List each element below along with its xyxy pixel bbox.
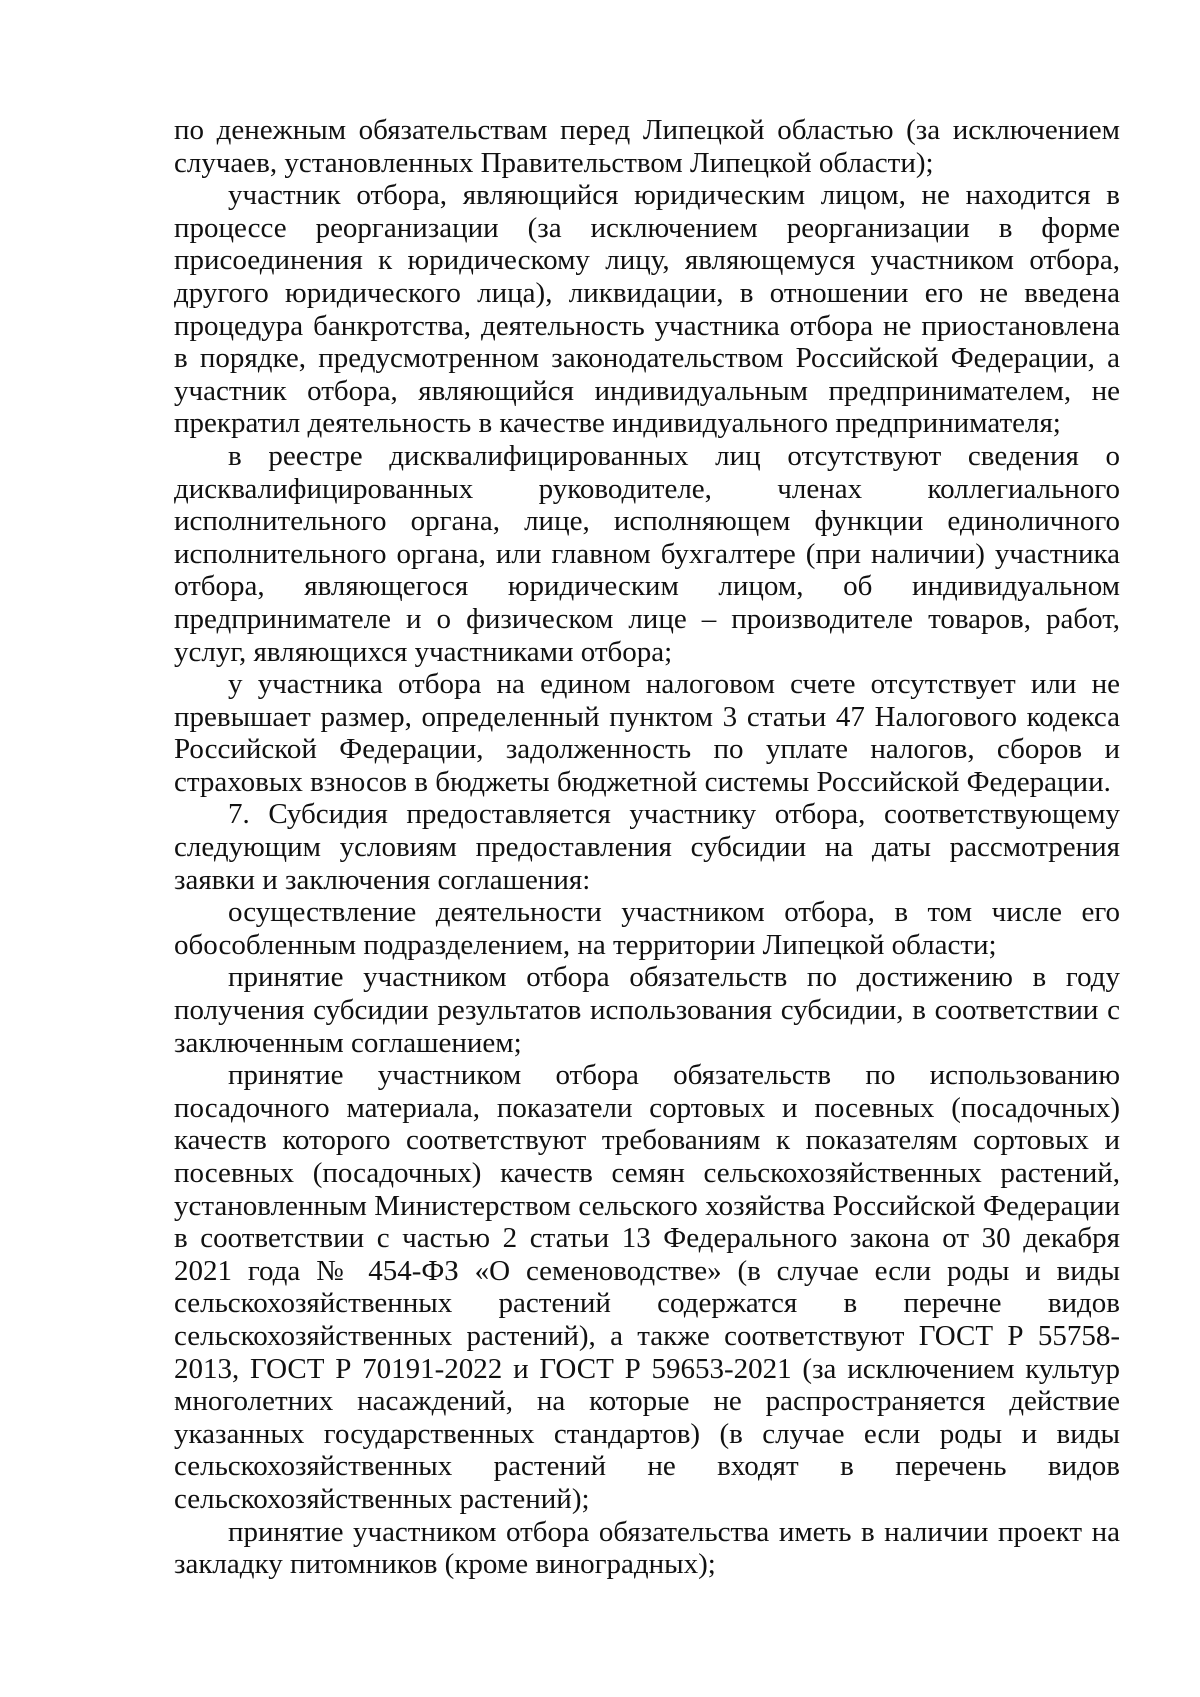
paragraph-disqualified-registry: в реестре дисквалифицированных лиц отсутствуют сведения о дисквалифицированных руководителе, членах коллегиального исполнительного органа, лице, исполняющем функции единоличного исполнительного органа, или главном бухгалтере (при наличии) участника отбора, являющегося юридическим лицом, об индивидуальном предпринимателе и о физическом лице – производителе товаров, работ, услуг, являющихся участниками отбора; — [174, 439, 1120, 668]
paragraph-nursery-project: принятие участником отбора обязательства иметь в наличии проект на закладку питомников (кроме виноградных); — [174, 1515, 1120, 1581]
paragraph-results-obligation: принятие участником отбора обязательств по достижению в году получения субсидии результатов использования субсидии, в соответствии с заключенным соглашением; — [174, 961, 1120, 1059]
paragraph-tax-debt: у участника отбора на едином налоговом счете отсутствует или не превышает размер, определенный пунктом 3 статьи 47 Налогового кодекса Российской Федерации, задолженность по уплате налогов, сборов и страховых взносов в бюджеты бюджетной системы Российской Федерации. — [174, 668, 1120, 798]
paragraph-reorganization: участник отбора, являющийся юридическим лицом, не находится в процессе реорганизации (за исключением реорганизации в форме присоединения к юридическому лицу, являющемуся участником отбора, другого юридического лица), ликвидации, в отношении его не введена процедура банкротства, деятельность участника отбора не приостановлена в порядке, предусмотренном законодательством Российской Федерации, а участник отбора, являющийся индивидуальным предпринимателем, не прекратил деятельность в качестве индивидуального предпринимателя; — [174, 179, 1120, 440]
paragraph-territory: осуществление деятельности участником отбора, в том числе его обособленным подразделением, на территории Липецкой области; — [174, 896, 1120, 961]
paragraph-planting-material: принятие участником отбора обязательств по использованию посадочного материала, показатели сортовых и посевных (посадочных) качеств которого соответствуют требованиям к показателям сортовых и посевных (посадочных) качеств семян сельскохозяйственных растений, установленным Министерством сельского хозяйства Российской Федерации в соответствии с частью 2 статьи 13 Федерального закона от 30 декабря 2021 года № 454-ФЗ «О семеноводстве» (в случае если роды и виды сельскохозяйственных растений содержатся в перечне видов сельскохозяйственных растений), а также соответствуют ГОСТ Р 55758-2013, ГОСТ Р 70191-2022 и ГОСТ Р 59653-2021 (за исключением культур многолетних насаждений, на которые не распространяется действие указанных государственных стандартов) (в случае если роды и виды сельскохозяйственных растений не входят в перечень видов сельскохозяйственных растений); — [174, 1059, 1120, 1515]
paragraph-continuation: по денежным обязательствам перед Липецкой областью (за исключением случаев, установленных Правительством Липецкой области); — [174, 114, 1120, 179]
document-page — [174, 114, 1120, 1581]
paragraph-item-7: 7. Субсидия предоставляется участнику отбора, соответствующему следующим условиям предоставления субсидии на даты рассмотрения заявки и заключения соглашения: — [174, 798, 1120, 896]
